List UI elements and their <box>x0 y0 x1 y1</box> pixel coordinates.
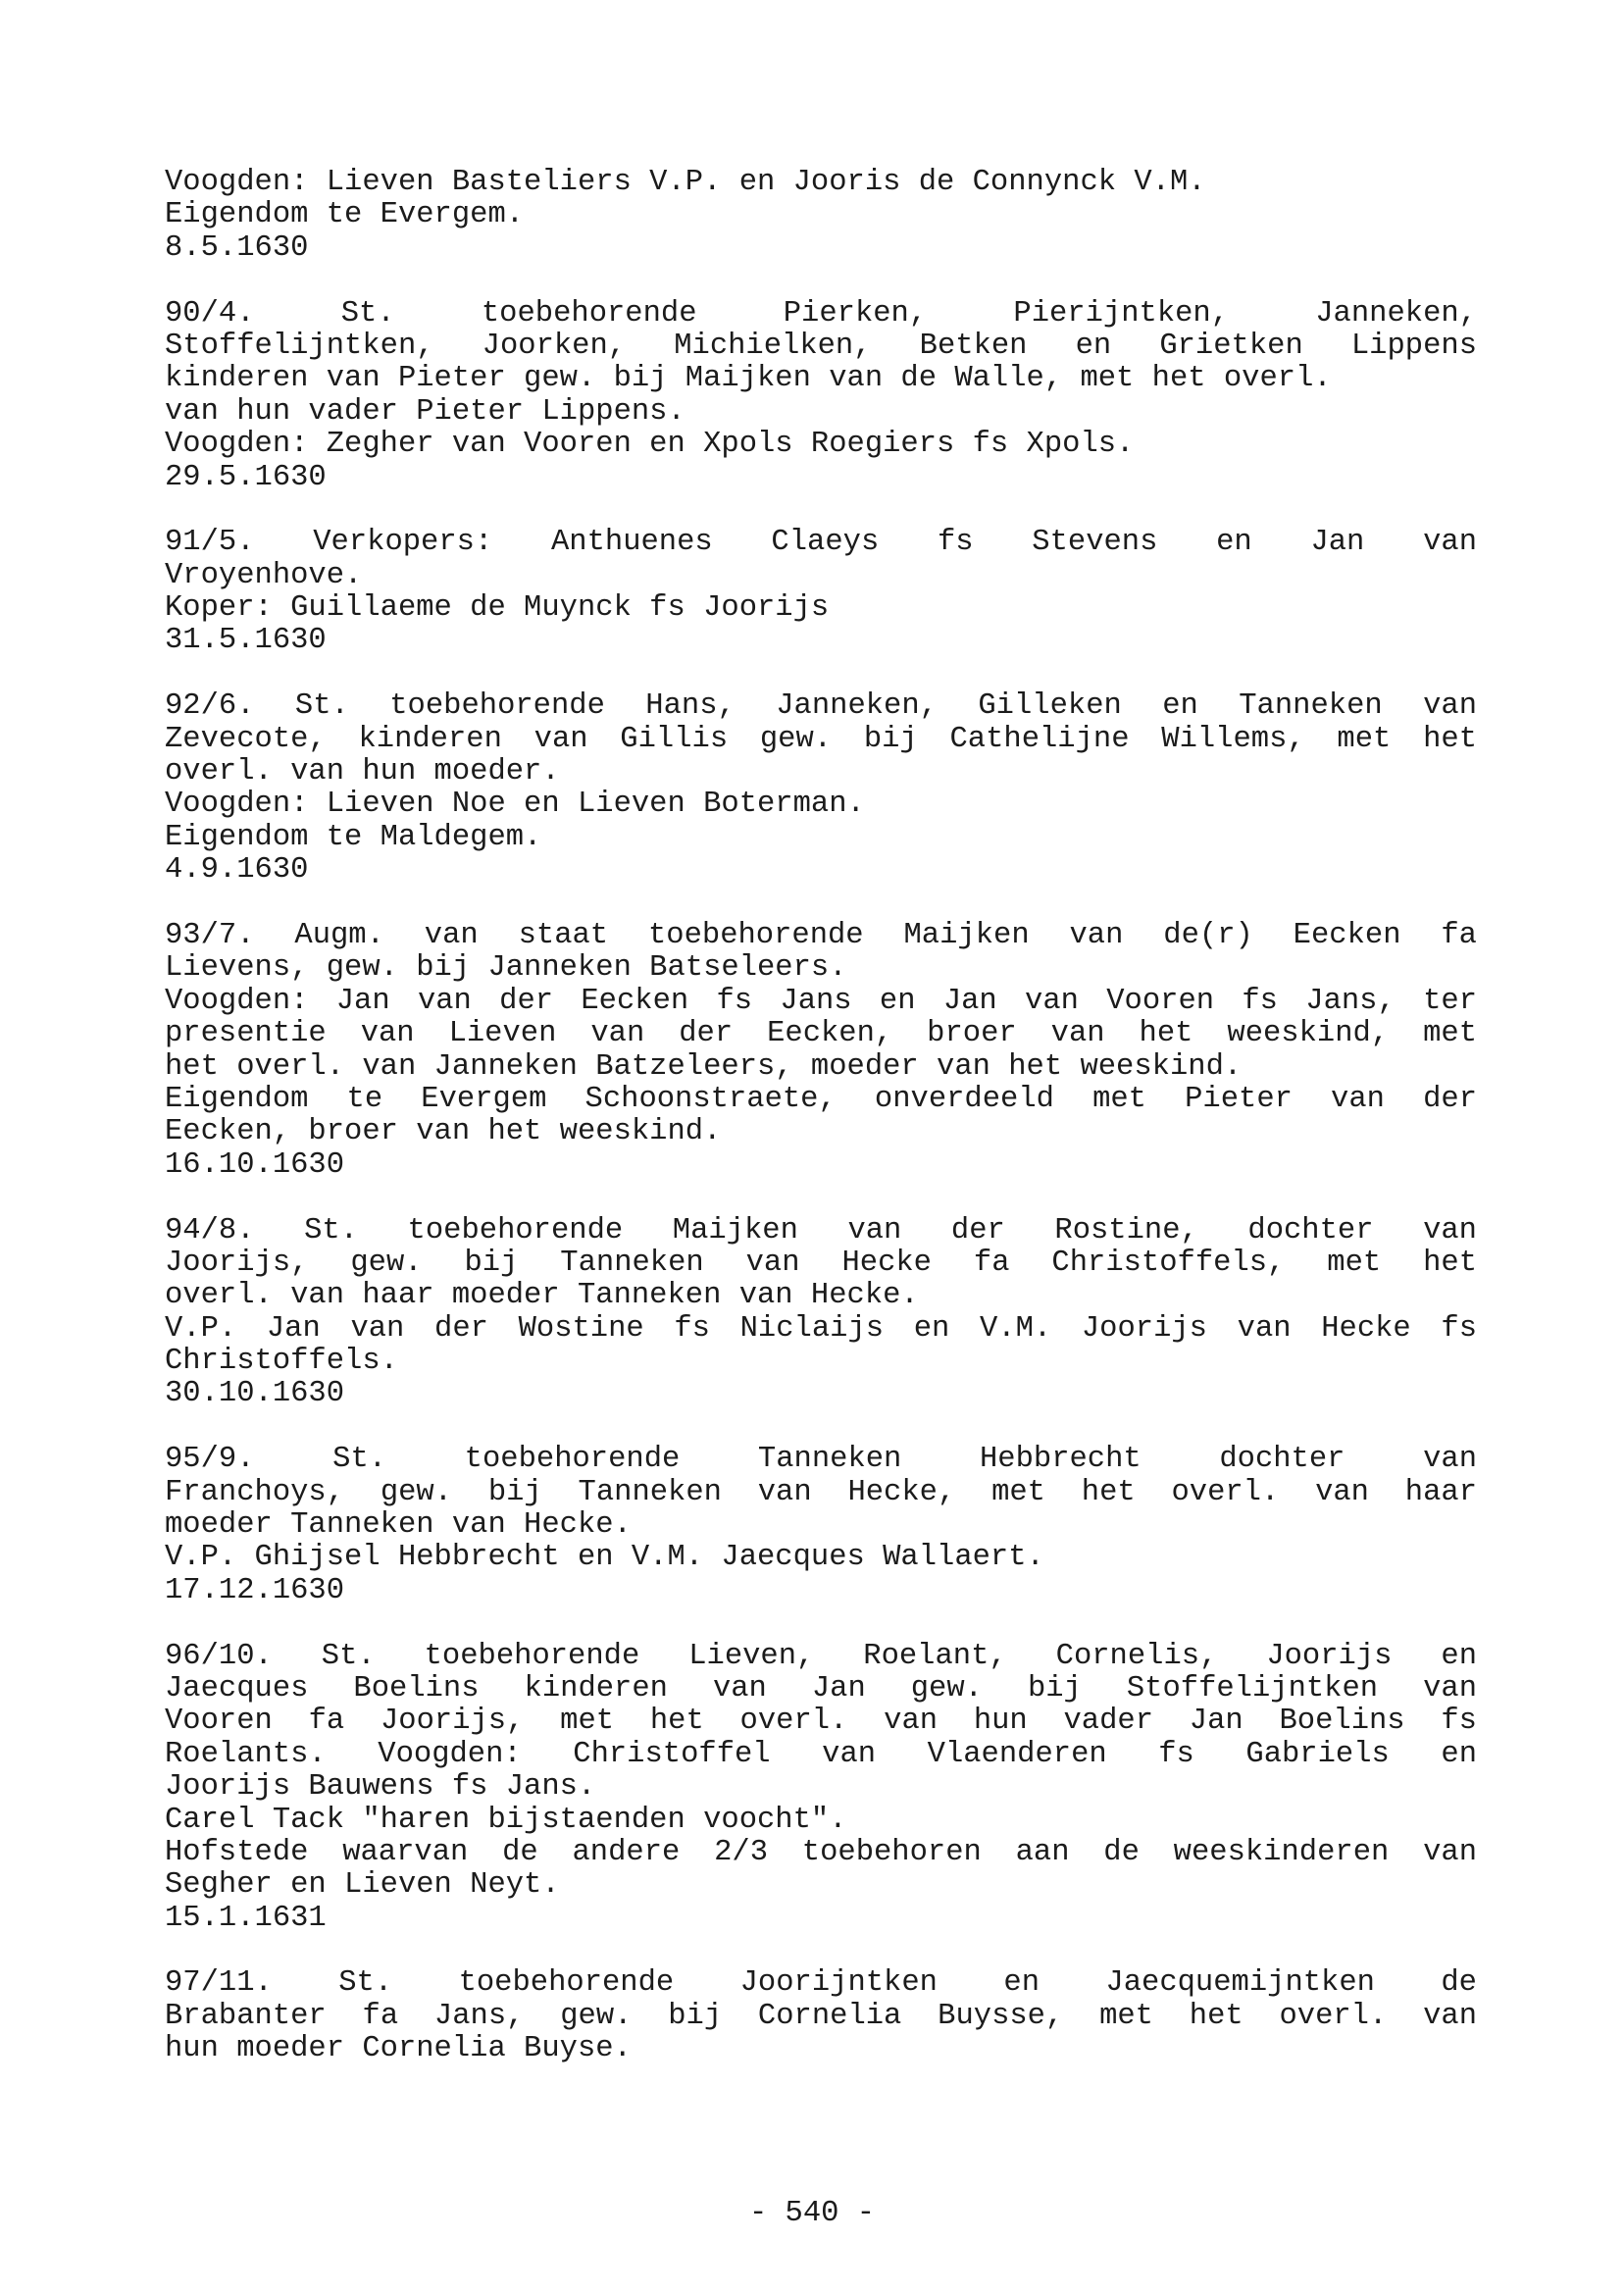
entry-date: 16.10.1630 <box>165 1147 345 1182</box>
entry-text-line: Voogden: Zegher van Vooren en Xpols Roegiers fs Xpols. <box>165 428 1135 462</box>
entry-text-line: 97/11. St. toebehorende Joorijntken en Jaecquemijntken de <box>165 1967 1477 2001</box>
entry-text-line: Eigendom te Evergem Schoonstraete, onverdeeld met Pieter van der <box>165 1083 1477 1116</box>
entry-text-line: Eigendom te Evergem. <box>165 198 525 232</box>
entry-text-line: Stoffelijntken, Joorken, Michielken, Betken en Grietken Lippens <box>165 330 1477 363</box>
document-entry <box>165 1641 1477 1936</box>
entry-text-line: Segher en Lieven Neyt. <box>165 1868 560 1903</box>
document-entry <box>165 167 1477 265</box>
entry-text-line: 95/9. St. toebehorende Tanneken Hebbrecht dochter van <box>165 1444 1477 1477</box>
entry-text-line: overl. van hun moeder. <box>165 755 560 789</box>
entry-text-line: overl. van haar moeder Tanneken van Hecke. <box>165 1279 919 1313</box>
entry-date: 17.12.1630 <box>165 1573 345 1607</box>
entry-text-line: het overl. van Janneken Batzeleers, moeder van het weeskind. <box>165 1049 1243 1084</box>
entry-date: 15.1.1631 <box>165 1901 327 1935</box>
entry-text-line: Hofstede waarvan de andere 2/3 toebehoren aan de weeskinderen van <box>165 1836 1477 1869</box>
entry-text-line: Zevecote, kinderen van Gillis gew. bij Cathelijne Willems, met het <box>165 723 1477 756</box>
entry-date: 30.10.1630 <box>165 1377 345 1411</box>
document-entry <box>165 1444 1477 1607</box>
entry-text-line: Brabanter fa Jans, gew. bij Cornelia Buysse, met het overl. van <box>165 2000 1477 2033</box>
entry-text-line: moeder Tanneken van Hecke. <box>165 1508 632 1543</box>
entry-text-line: Vroyenhove. <box>165 558 363 592</box>
entry-text-line: Roelants. Voogden: Christoffel van Vlaenderen fs Gabriels en <box>165 1738 1477 1771</box>
entry-text-line: Franchoys, gew. bij Tanneken van Hecke, met het overl. van haar <box>165 1476 1477 1509</box>
document-entry <box>165 1967 1477 2065</box>
entry-text-line: Eecken, broer van het weeskind. <box>165 1115 722 1149</box>
entry-text-line: Voogden: Lieven Basteliers V.P. en Jooris de Connynck V.M. <box>165 166 1206 199</box>
entry-text-line: Joorijs, gew. bij Tanneken van Hecke fa Christoffels, met het <box>165 1247 1477 1280</box>
entry-text-line: Lievens, gew. bij Janneken Batseleers. <box>165 951 847 986</box>
entry-text-line: Eigendom te Maldegem. <box>165 820 542 854</box>
document-entry <box>165 920 1477 1182</box>
entry-text-line: V.P. Jan van der Wostine fs Niclaijs en V.M. Joorijs van Hecke fs <box>165 1312 1477 1346</box>
entry-text-line: 90/4. St. toebehorende Pierken, Pierijntken, Janneken, <box>165 297 1477 331</box>
entry-text-line: kinderen van Pieter gew. bij Maijken van de Walle, met het overl. <box>165 362 1332 396</box>
document-body <box>165 167 1477 2099</box>
entry-text-line: 92/6. St. toebehorende Hans, Janneken, Gilleken en Tanneken van <box>165 690 1477 724</box>
entry-date: 8.5.1630 <box>165 230 309 265</box>
document-entry <box>165 690 1477 887</box>
entry-text-line: Christoffels. <box>165 1345 398 1379</box>
entry-text-line: van hun vader Pieter Lippens. <box>165 394 685 429</box>
page-number: - 540 - <box>748 2197 876 2230</box>
entry-text-line: Voogden: Jan van der Eecken fs Jans en Jan van Vooren fs Jans, ter <box>165 985 1477 1018</box>
entry-date: 4.9.1630 <box>165 853 309 888</box>
document-entry <box>165 298 1477 494</box>
entry-text-line: Voogden: Lieven Noe en Lieven Boterman. <box>165 788 865 822</box>
entry-text-line: 94/8. St. toebehorende Maijken van der Rostine, dochter van <box>165 1214 1477 1247</box>
entry-date: 31.5.1630 <box>165 624 327 658</box>
entry-text-line: Jaecques Boelins kinderen van Jan gew. bij Stoffelijntken van <box>165 1672 1477 1706</box>
entry-text-line: Joorijs Bauwens fs Jans. <box>165 1770 596 1805</box>
entry-text-line: 91/5. Verkopers: Anthuenes Claeys fs Stevens en Jan van <box>165 527 1477 560</box>
entry-date: 29.5.1630 <box>165 460 327 494</box>
entry-text-line: Vooren fa Joorijs, met het overl. van hun vader Jan Boelins fs <box>165 1706 1477 1739</box>
entry-text-line: V.P. Ghijsel Hebbrecht en V.M. Jaecques Wallaert. <box>165 1541 1044 1575</box>
document-entry <box>165 1215 1477 1411</box>
entry-text-line: 93/7. Augm. van staat toebehorende Maijken van de(r) Eecken fa <box>165 919 1477 952</box>
entry-text-line: 96/10. St. toebehorende Lieven, Roelant, Cornelis, Joorijs en <box>165 1640 1477 1673</box>
entry-text-line: Koper: Guillaeme de Muynck fs Joorijs <box>165 591 830 626</box>
document-entry <box>165 527 1477 658</box>
entry-text-line: presentie van Lieven van der Eecken, broer van het weeskind, met <box>165 1018 1477 1051</box>
entry-text-line: hun moeder Cornelia Buyse. <box>165 2032 632 2066</box>
entry-text-line: Carel Tack "haren bijstaenden voocht". <box>165 1803 847 1837</box>
